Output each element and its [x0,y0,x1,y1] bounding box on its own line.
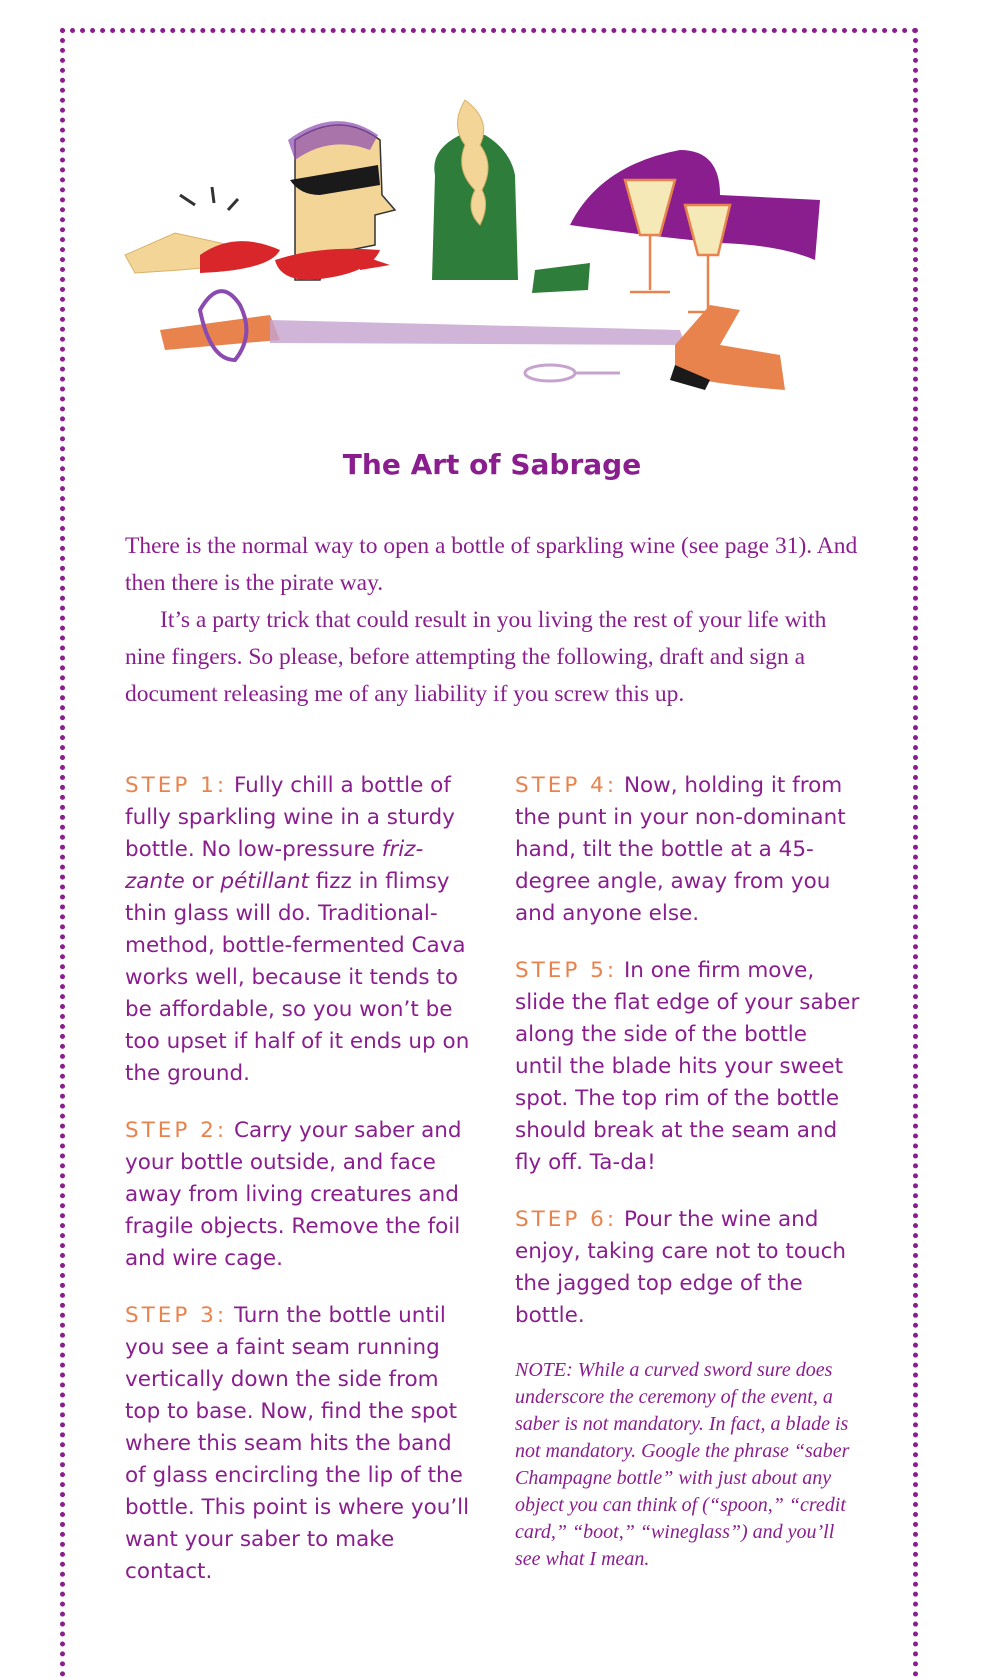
pirate-head-icon [275,121,395,280]
step-text: Pour the wine and enjoy, taking care not to touch the jagged top edge of the bottle. [515,1207,847,1328]
champagne-bottle-icon [432,100,590,293]
steps-column-right [515,770,860,1593]
step-emphasis: pétillant [220,869,309,894]
page-title: The Art of Sabrage [342,448,642,481]
saber-icon [160,291,685,381]
step-text: Turn the bottle until you see a faint seam running vertically down the side from top to base. Now, find the spot where this seam hits the band of glass encircling the lip of the bottle. This point is where you’ll want your saber to make contact. [125,1303,470,1584]
step-text: In one firm move, slide the flat edge of your saber along the side of the bottle until the blade hits your sweet spot. The top rim of the bottle should break at the seam and fly off. Ta-da! [515,958,860,1175]
step-text: Carry your saber and your bottle outside, and face away from living creatures and fragile objects. Remove the foil and wire cage. [125,1118,462,1271]
intro-paragraph-1: There is the normal way to open a bottle of sparkling wine (see page 31). And then there is the pirate way. [125,533,858,596]
step-text: Now, holding it from the punt in your non-dominant hand, tilt the bottle at a 45-degree angle, away from you and anyone else. [515,773,846,926]
step-text: fizz in flimsy thin glass will do. Traditional-method, bottle-fermented Cava works well, because it tends to be affordable, so you won’t be too upset if half of it ends up on the ground. [125,869,470,1086]
step-label: STEP 3: [125,1303,228,1328]
glove-icon [670,305,785,390]
steps-column-left [125,770,473,1613]
step-label: STEP 5: [515,958,618,983]
step-label: STEP 6: [515,1207,618,1232]
hand-icon [125,187,280,273]
step-3 [125,1300,473,1588]
sabrage-illustration [120,95,870,425]
intro-text [125,528,865,713]
step-label: STEP 4: [515,773,618,798]
intro-paragraph-2: It’s a party trick that could result in you living the rest of your life with nine fingers. So please, before attempting the following, draft and sign a document releasing me of any liability if you screw this up. [125,607,827,707]
step-6 [515,1204,860,1332]
note-text: NOTE: While a curved sword sure does underscore the ceremony of the event, a saber is not mandatory. In fact, a blade is not mandatory. Google the phrase “saber Champagne bottle” with just about any object you can think of (“spoon,” “credit card,” “boot,” “wineglass”) and you’ll see what I mean. [515,1359,850,1570]
step-label: STEP 1: [125,773,228,798]
step-1 [125,770,473,1090]
step-emphasis: frizzante [125,837,424,894]
step-label: STEP 2: [125,1118,228,1143]
step-2 [125,1115,473,1275]
step-4 [515,770,860,930]
step-text: Fully chill a bottle of fully sparkling wine in a sturdy bottle. No low-pressure [125,773,455,862]
step-5 [515,955,860,1179]
step-text: or [184,869,221,894]
